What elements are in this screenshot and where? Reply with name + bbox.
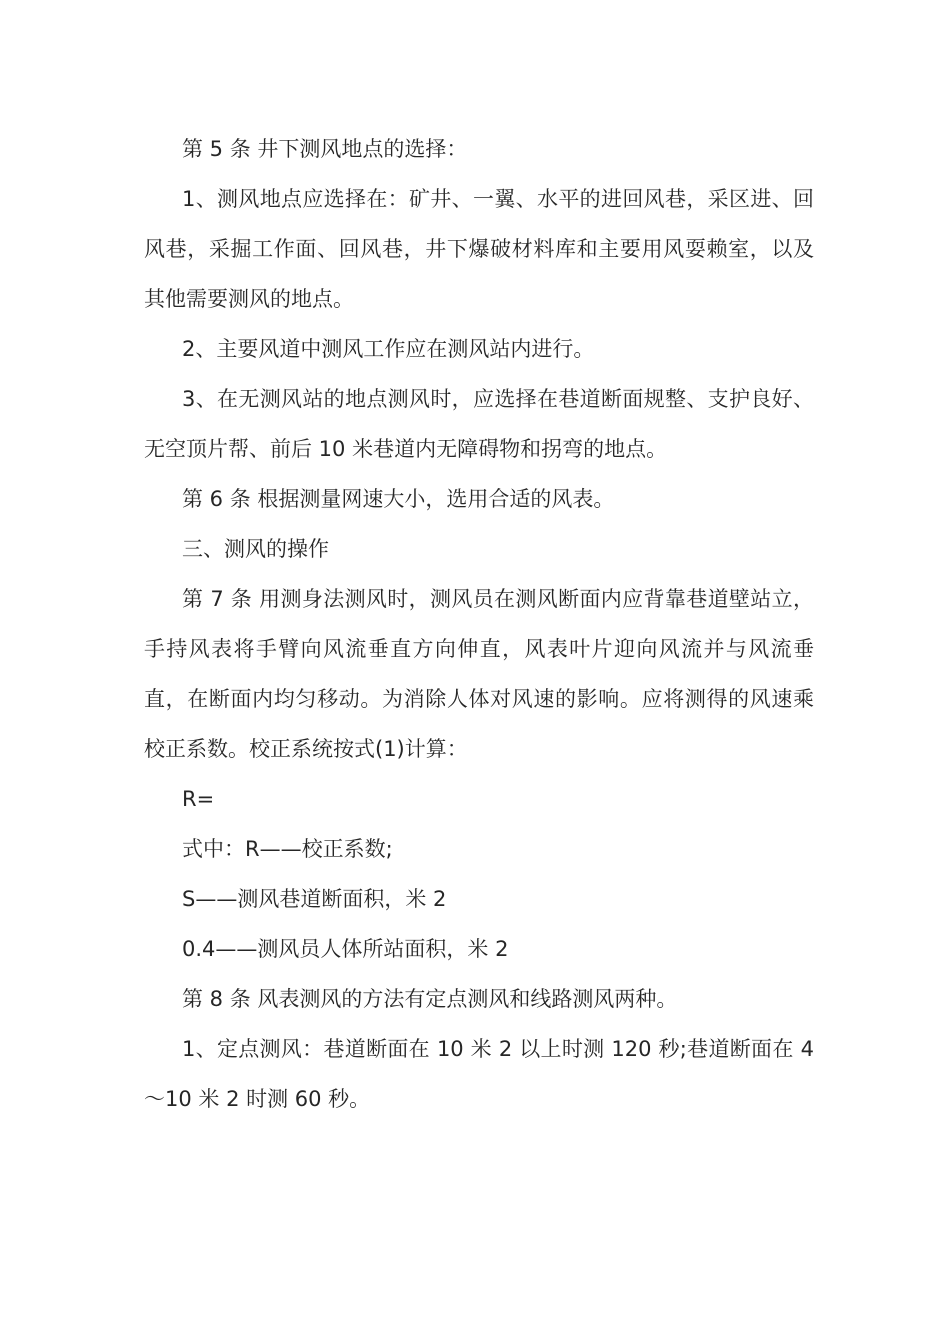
document-body [144, 124, 814, 1124]
formula-definition-s: S——测风巷道断面积，米 2 [182, 887, 447, 911]
paragraph-fixed-point: 1、定点测风：巷道断面在 10 米 2 以上时测 120 秒;巷道断面在 4～10 米 2 时测 60 秒。 [144, 1037, 814, 1111]
formula-line: R= [182, 787, 215, 811]
article-8-heading: 第 8 条 风表测风的方法有定点测风和线路测风两种。 [182, 987, 678, 1011]
paragraph-no-station: 3、在无测风站的地点测风时，应选择在巷道断面规整、支护良好、无空顶片帮、前后 10 米巷道内无障碍物和拐弯的地点。 [144, 387, 814, 461]
formula-definition-area: 0.4——测风员人体所站面积，米 2 [182, 937, 509, 961]
article-5-heading: 第 5 条 井下测风地点的选择： [182, 137, 468, 161]
paragraph-main-airway: 2、主要风道中测风工作应在测风站内进行。 [182, 337, 595, 361]
section-3-heading: 三、测风的操作 [182, 537, 329, 561]
article-6-heading: 第 6 条 根据测量网速大小，选用合适的风表。 [182, 487, 615, 511]
formula-definition-r: 式中：R——校正系数; [182, 837, 393, 861]
paragraph-location-selection: 1、测风地点应选择在：矿井、一翼、水平的进回风巷，采区进、回风巷，采掘工作面、回风巷，井下爆破材料库和主要用风耍赖室，以及其他需要测风的地点。 [144, 187, 814, 311]
article-7-paragraph: 第 7 条 用测身法测风时，测风员在测风断面内应背靠巷道壁站立，手持风表将手臂向风流垂直方向伸直，风表叶片迎向风流并与风流垂直，在断面内均匀移动。为消除人体对风速的影响。应将测得的风速乘校正系数。校正系统按式(1)计算： [144, 587, 814, 761]
